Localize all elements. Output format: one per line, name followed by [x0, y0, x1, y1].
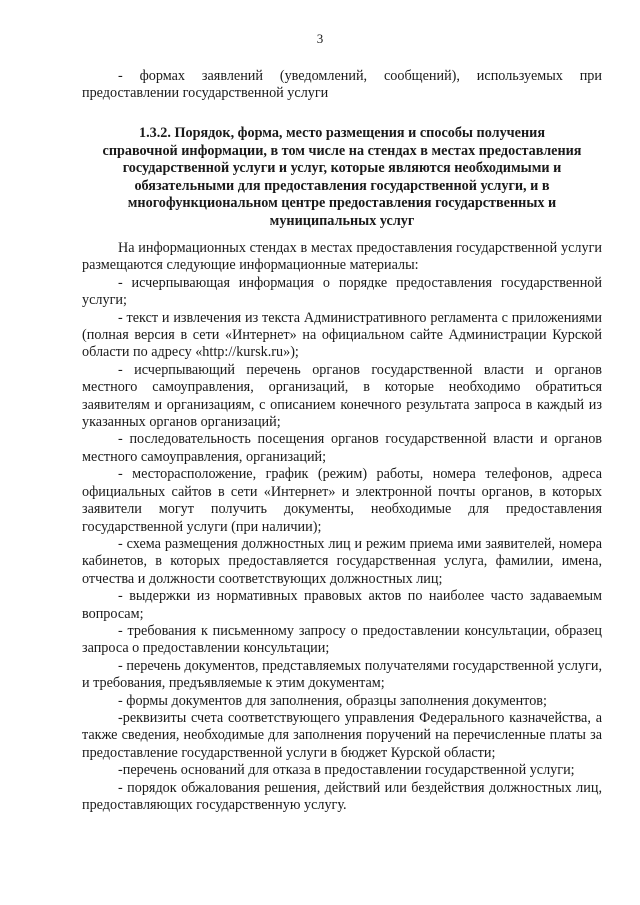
page-number: 3 [316, 31, 324, 46]
heading-line: справочной информации, в том числе на стендах в местах предоставления [102, 142, 582, 159]
list-item: - выдержки из нормативных правовых актов по наиболее часто задаваемым вопросам; [82, 588, 602, 622]
list-item: - формы документов для заполнения, образцы заполнения документов; [118, 692, 547, 709]
heading-line: муниципальных услуг [269, 212, 415, 229]
intro-paragraph: - формах заявлений (уведомлений, сообщений), используемых при предоставлении государственной услуги [82, 68, 602, 102]
list-item: - требования к письменному запросу о предоставлении консультации, образец запроса о предоставлении консультации; [82, 622, 602, 657]
list-item: - месторасположение, график (режим) работы, номера телефонов, адреса официальных сайтов в сети «Интернет» и электронной почты органов, в которых заявители могут получить документы, необходимые для предоставления государственной услуги (при наличии); [82, 466, 602, 535]
list-item: - исчерпывающий перечень органов государственной власти и органов местного самоуправления, организаций, в которые необходимо обратиться заявителям и организациям, с описанием конечного результата запроса в каждый из указанных органов организаций; [82, 361, 602, 431]
section-heading [82, 125, 602, 231]
intro-block [82, 68, 602, 103]
list-item: - текст и извлечения из текста Административного регламента с приложениями (полная версия в сети «Интернет» на официальном сайте Администрации Курской области по адресу «http://kursk.ru»); [82, 309, 602, 361]
heading-line: многофункциональном центре предоставления государственных и [127, 195, 557, 212]
body-paragraph: На информационных стендах в местах предоставления государственной услуги размещаются следующие информационные материалы: [82, 240, 602, 274]
list-item: - схема размещения должностных лиц и режим приема ими заявителей, номера кабинетов, в которых предоставляется государственная услуга, фамилии, имена, отчества и должности соответствующих должностных лиц; [82, 535, 602, 587]
list-item: - порядок обжалования решения, действий или бездействия должностных лиц, предоставляющих государственную услугу. [82, 779, 602, 813]
heading-line: обязательными для предоставления государственной услуги, и в [134, 177, 550, 194]
list-item: - последовательность посещения органов государственной власти и органов местного самоуправления, организаций; [82, 431, 602, 465]
list-item: -перечень оснований для отказа в предоставлении государственной услуги; [118, 762, 575, 779]
list-item: - перечень документов, представляемых получателями государственной услуги, и требования, предъявляемые к этим документам; [82, 657, 602, 692]
list-item: -реквизиты счета соответствующего управления Федерального казначейства, а также сведения, необходимые для заполнения поручений на перечисленные платы за предоставление государственной услуги в бюджет Курской области; [82, 709, 602, 761]
list-item: - исчерпывающая информация о порядке предоставления государственной услуги; [82, 274, 602, 309]
heading-line: 1.3.2. Порядок, форма, место размещения и способы получения [138, 125, 546, 141]
heading-line: государственной услуги и услуг, которые являются необходимыми и [122, 160, 562, 177]
body-text [82, 240, 602, 814]
